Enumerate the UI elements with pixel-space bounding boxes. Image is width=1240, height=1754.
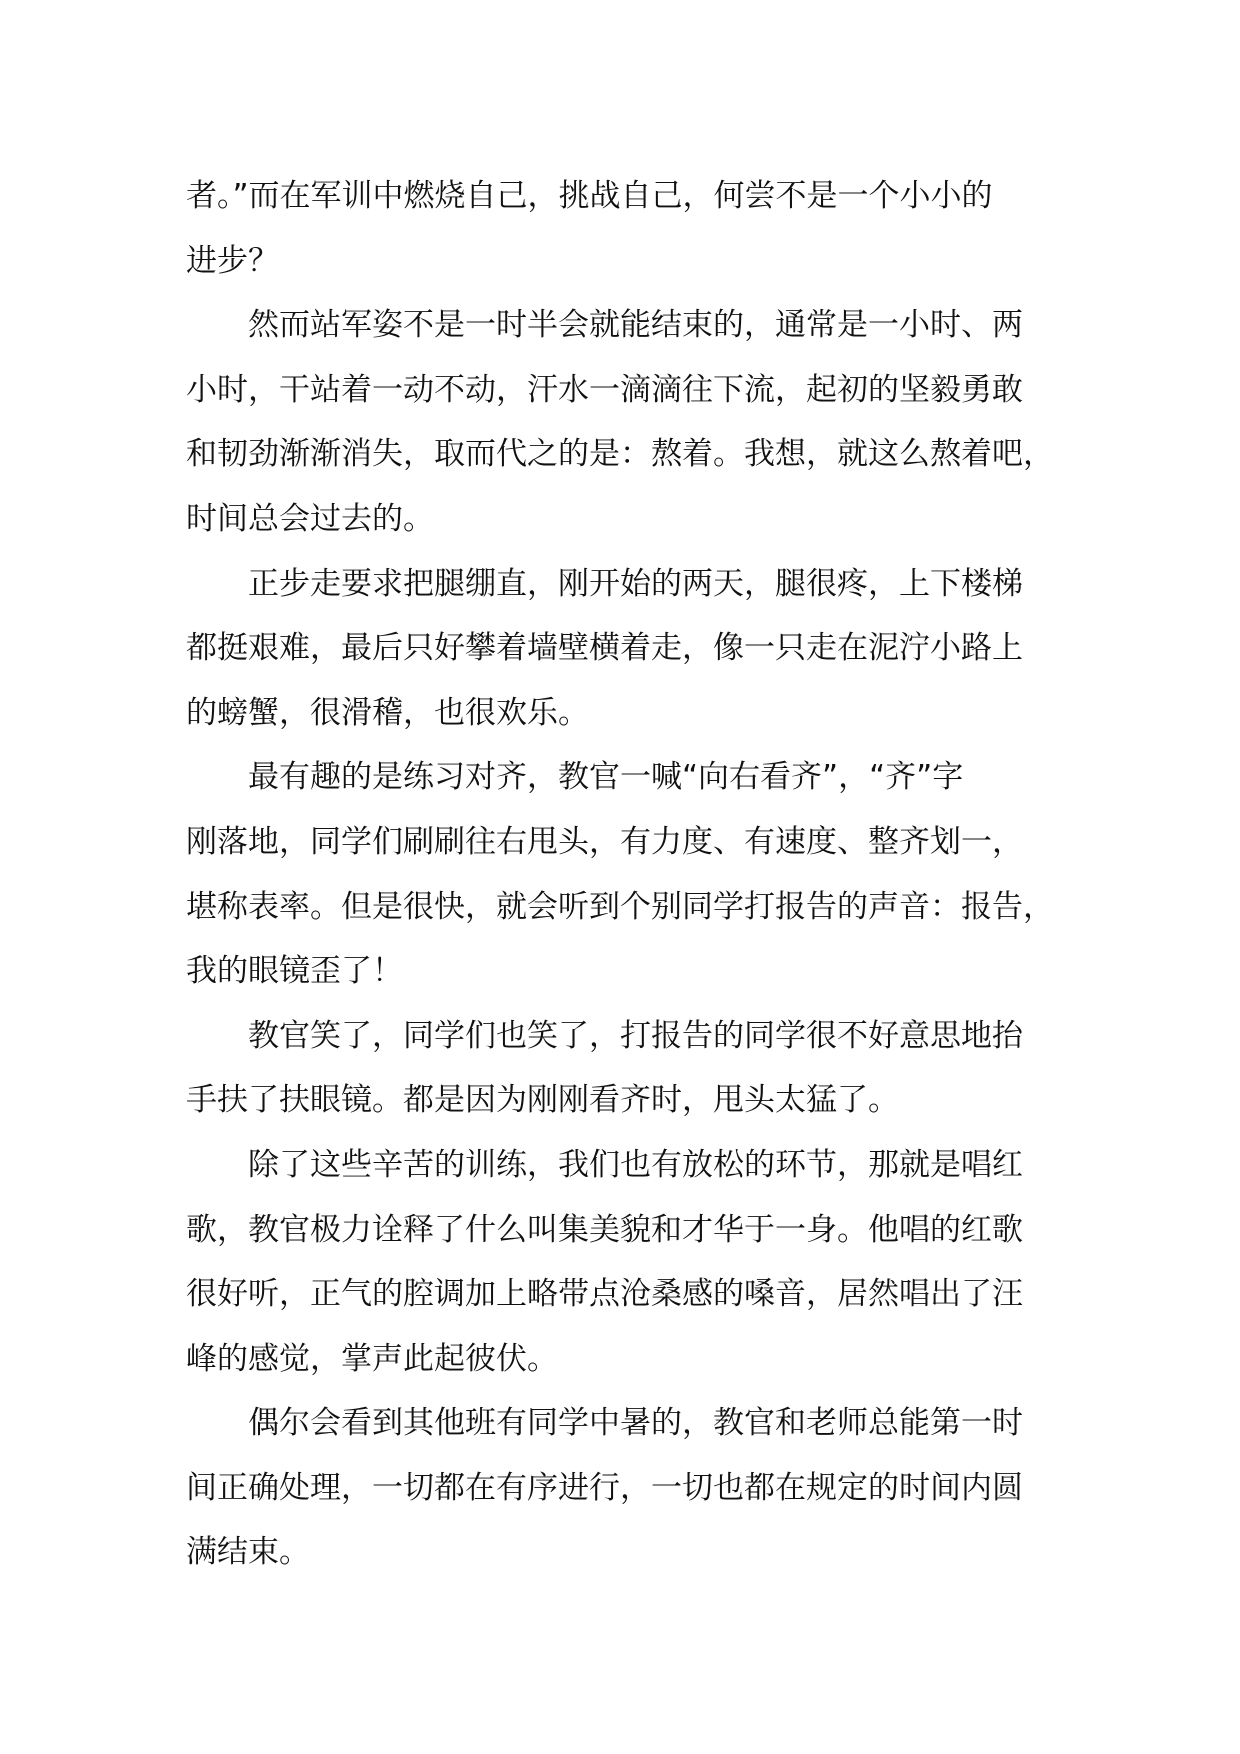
text-line: 满结束。 bbox=[186, 1534, 310, 1571]
text-line: 很好听，正气的腔调加上略带点沧桑感的嗓音，居然唱出了汪 bbox=[186, 1276, 1023, 1313]
text-line: 的螃蟹，很滑稽，也很欢乐。 bbox=[186, 694, 589, 731]
paragraph-start-line: 正步走要求把腿绷直，刚开始的两天，腿很疼，上下楼梯 bbox=[248, 565, 1023, 602]
paragraph-start-line: 教官笑了，同学们也笑了，打报告的同学很不好意思地抬 bbox=[248, 1017, 1023, 1054]
text-line: 间正确处理，一切都在有序进行，一切也都在规定的时间内圆 bbox=[186, 1469, 1023, 1506]
text-line: 时间总会过去的。 bbox=[186, 500, 434, 537]
paragraph-start-line: 然而站军姿不是一时半会就能结束的，通常是一小时、两 bbox=[248, 307, 1023, 344]
text-line: 峰的感觉，掌声此起彼伏。 bbox=[186, 1340, 558, 1377]
paragraph-start-line: 偶尔会看到其他班有同学中暑的，教官和老师总能第一时 bbox=[248, 1405, 1023, 1442]
text-line: 堪称表率。但是很快，就会听到个别同学打报告的声音：报告， bbox=[186, 888, 1054, 925]
text-line: 手扶了扶眼镜。都是因为刚刚看齐时，甩头太猛了。 bbox=[186, 1082, 899, 1119]
text-line: 我的眼镜歪了！ bbox=[186, 953, 403, 990]
text-line: 小时，干站着一动不动，汗水一滴滴往下流，起初的坚毅勇敢 bbox=[186, 371, 1023, 408]
paragraph-start-line: 最有趣的是练习对齐，教官一喊“向右看齐”，“齐”字 bbox=[248, 759, 964, 796]
text-line: 歌，教官极力诠释了什么叫集美貌和才华于一身。他唱的红歌 bbox=[186, 1211, 1023, 1248]
text-line: 和韧劲渐渐消失，取而代之的是：熬着。我想，就这么熬着吧， bbox=[186, 436, 1054, 473]
text-line: 刚落地，同学们刷刷往右甩头，有力度、有速度、整齐划一， bbox=[186, 823, 1023, 860]
document-body bbox=[186, 164, 1086, 1585]
paragraph-start-line: 除了这些辛苦的训练，我们也有放松的环节，那就是唱红 bbox=[248, 1146, 1023, 1183]
text-line: 者。”而在军训中燃烧自己，挑战自己，何尝不是一个小小的 bbox=[186, 178, 993, 214]
text-line: 进步？ bbox=[186, 242, 279, 279]
text-line: 都挺艰难，最后只好攀着墙壁横着走，像一只走在泥泞小路上 bbox=[186, 630, 1023, 667]
